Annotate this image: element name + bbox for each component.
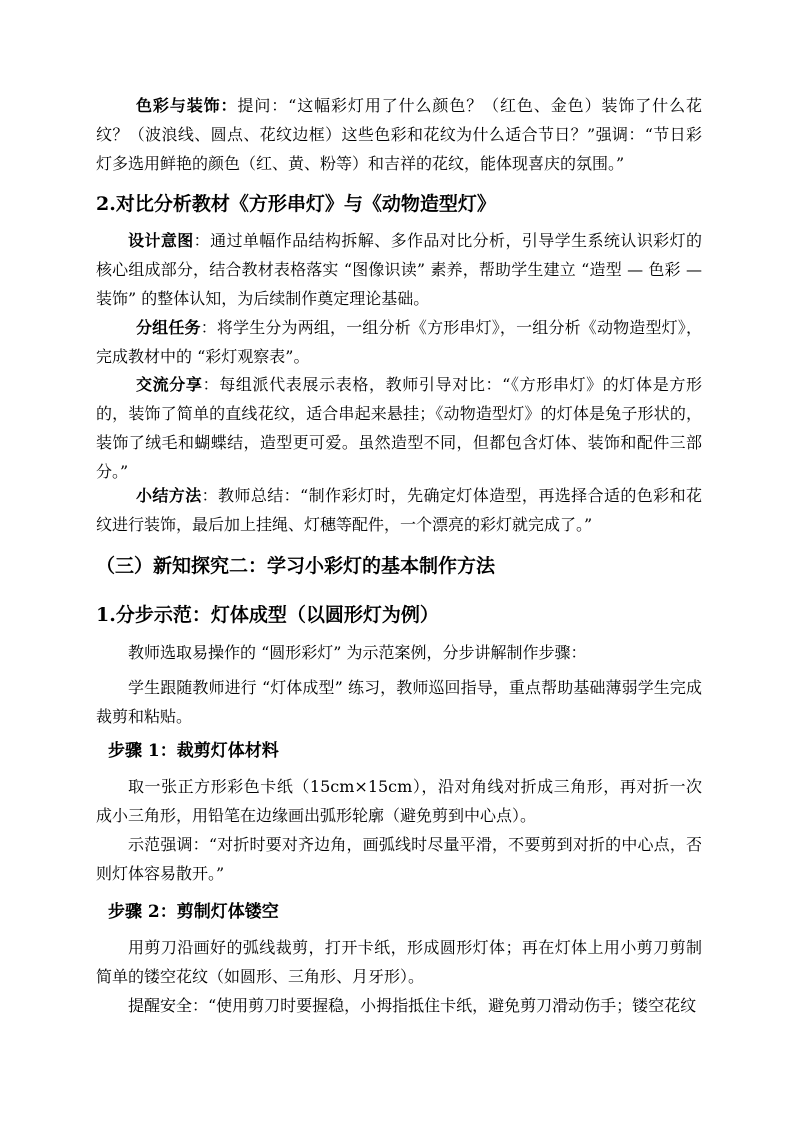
paragraph-step1-detail: 取一张正方形彩色卡纸（15cm×15cm），沿对角线对折成三角形，再对折一次成小三角形，用铅笔在边缘画出弧形轮廓（避免剪到中心点）。: [96, 777, 702, 825]
paragraph-step2-detail: 用剪刀沿画好的弧线裁剪，打开卡纸，形成圆形灯体；再在灯体上用小剪刀剪制简单的镂空花纹（如圆形、三角形、月牙形）。: [96, 938, 702, 986]
paragraph-summary-method: [96, 481, 702, 539]
step-heading-1: [108, 738, 279, 764]
subheading-text: 灯体成型（以圆形灯为例）: [210, 604, 439, 626]
step-number: 步骤 2：: [108, 902, 177, 922]
paragraph-label: 色彩与装饰：: [136, 96, 238, 115]
paragraph-label: 设计意图: [128, 231, 194, 250]
paragraph-text: ：教师总结：“制作彩灯时，先确定灯体造型，再选择合适的色彩和花纹进行装饰，最后加上挂绳、灯穗等配件，一个漂亮的彩灯就完成了。”: [96, 486, 702, 534]
paragraph-label: 交流分享: [136, 375, 203, 394]
subheading-number: 1.分步示范：: [96, 604, 211, 626]
step-title: 裁剪灯体材料: [176, 741, 279, 761]
paragraph-color-decoration: [96, 91, 702, 178]
paragraph-text: ：通过单幅作品结构拆解、多作品对比分析，引导学生系统认识彩灯的核心组成部分，结合教材表格落实 “图像识读” 素养，帮助学生建立 “造型 — 色彩 — 装饰” 的整体认知，为后续制作奠定理论基础。: [96, 231, 702, 308]
step-title: 剪制灯体镂空: [176, 902, 279, 922]
subheading-step-demo: [96, 601, 439, 629]
paragraph-label: 分组任务: [136, 318, 201, 337]
paragraph-demo-intro: 教师选取易操作的 “圆形彩灯” 为示范案例，分步讲解制作步骤：: [128, 643, 587, 662]
paragraph-student-practice: 学生跟随教师进行 “灯体成型” 练习，教师巡回指导，重点帮助基础薄弱学生完成裁剪和粘贴。: [96, 678, 702, 726]
section-heading-explore-two: （三）新知探究二：学习小彩灯的基本制作方法: [96, 555, 496, 577]
paragraph-group-task: [96, 313, 702, 371]
paragraph-step1-emphasis: 示范强调：“对折时要对齐边角，画弧线时尽量平滑，不要剪到对折的中心点，否则灯体容易散开。”: [96, 835, 702, 883]
section-heading-compare: 2.对比分析教材《方形串灯》与《动物造型灯》: [96, 193, 496, 215]
paragraph-safety-reminder: 提醒安全：“使用剪刀时要握稳，小拇指抵住卡纸，避免剪刀滑动伤手；镂空花纹: [128, 996, 697, 1015]
paragraph-text: ：每组派代表展示表格，教师引导对比：“《方形串灯》的灯体是方形的，装饰了简单的直线花纹，适合串起来悬挂；《动物造型灯》的灯体是兔子形状的，装饰了绒毛和蝴蝶结，造型更可爱。虽然造型不同，但都包含灯体、装饰和配件三部分。”: [96, 375, 702, 481]
step-number: 步骤 1：: [108, 741, 177, 761]
paragraph-text: ：将学生分为两组，一组分析《方形串灯》，一组分析《动物造型灯》，完成教材中的 “彩灯观察表”。: [96, 318, 702, 366]
paragraph-text: 提问：“这幅彩灯用了什么颜色？（红色、金色）装饰了什么花纹？（波浪线、圆点、花纹边框）这些色彩和花纹为什么适合节日？”强调：“节日彩灯多选用鲜艳的颜色（红、黄、粉等）和吉祥的花纹，能体现喜庆的氛围。”: [96, 96, 702, 173]
paragraph-label: 小结方法: [136, 486, 202, 505]
paragraph-design-intent: [96, 226, 702, 313]
step-heading-2: [108, 899, 279, 925]
paragraph-sharing: [96, 370, 702, 486]
